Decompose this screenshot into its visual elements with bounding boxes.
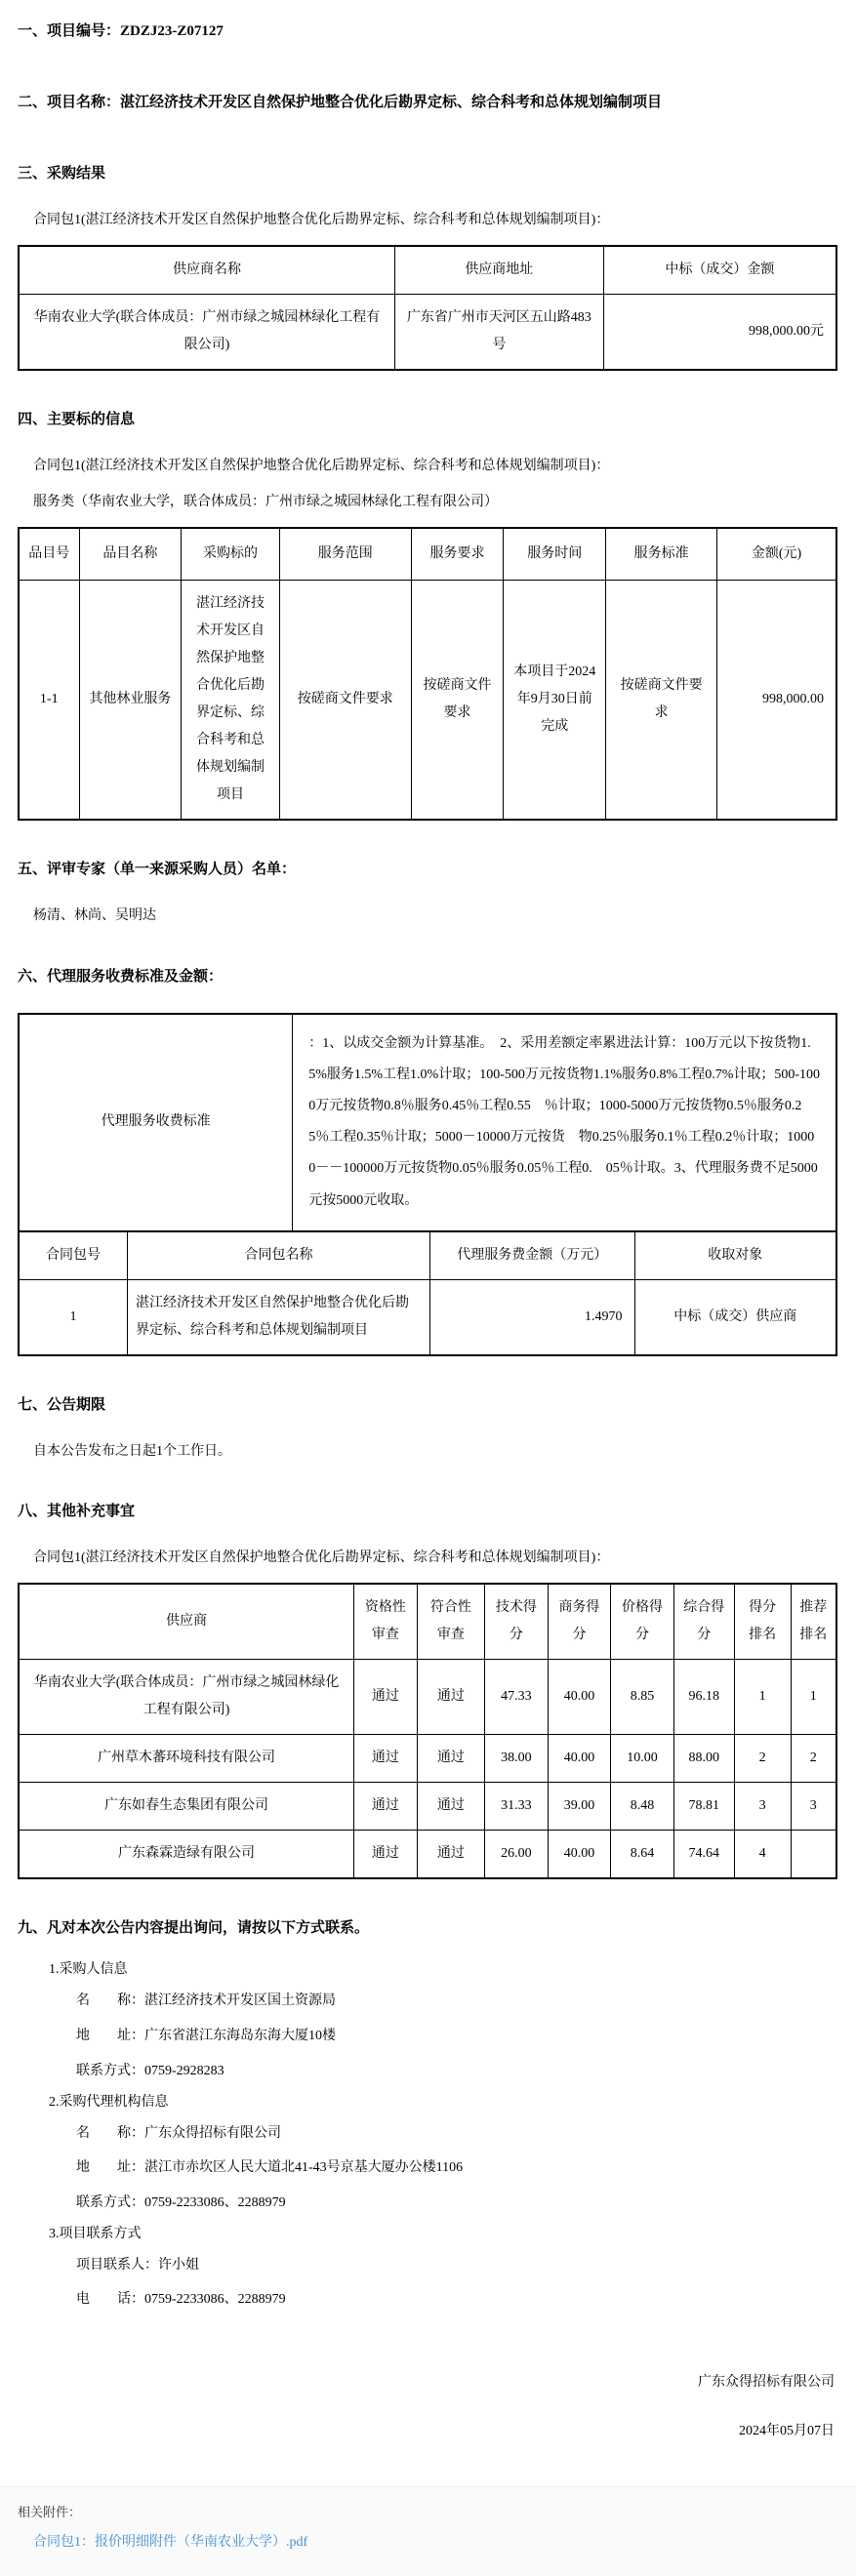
table-row <box>19 1660 836 1735</box>
expert-names: 杨清、林尚、吴明达 <box>33 908 156 924</box>
project-contact-person: 项目联系人：许小姐 <box>76 2257 199 2273</box>
cell-item-no: 1-1 <box>19 581 79 821</box>
announcement-period-text: 自本公告发布之日起1个工作日。 <box>33 1443 231 1459</box>
cell-procurement-target: 湛江经济技术开发区自然保护地整合优化后勘界定标、综合科考和总体规划编制项目 <box>182 581 280 821</box>
cell-score-rank: 2 <box>734 1735 791 1783</box>
header-item-no: 品目号 <box>19 528 79 581</box>
header-package-no: 合同包号 <box>19 1231 127 1280</box>
table-row <box>19 295 836 371</box>
purchaser-address: 地 址：广东省湛江东海岛东海大厦10楼 <box>76 2029 336 2044</box>
agency-fee-amount-table <box>18 1230 837 1356</box>
agency-fee-standard-table <box>18 1013 837 1232</box>
project-contact-phone: 电 话：0759-2233086、2288979 <box>76 2292 286 2308</box>
procurement-result-table <box>18 245 837 371</box>
section-4-package-intro: 合同包1(湛江经济技术开发区自然保护地整合优化后勘界定标、综合科考和总体规划编制项目)： <box>33 459 610 474</box>
header-technical-score: 技术得分 <box>485 1584 549 1660</box>
cell-score-rank: 4 <box>734 1831 791 1879</box>
cell-price: 8.64 <box>611 1831 674 1879</box>
agency-phone: 联系方式：0759-2233086、2288979 <box>76 2194 286 2210</box>
header-qualification-review: 资格性审查 <box>354 1584 418 1660</box>
cell-package-name: 湛江经济技术开发区自然保护地整合优化后勘界定标、综合科考和总体规划编制项目 <box>127 1279 429 1355</box>
cell-supplier: 广东如春生态集团有限公司 <box>19 1783 354 1831</box>
cell-price: 8.48 <box>611 1783 674 1831</box>
purchaser-phone: 联系方式：0759-2928283 <box>76 2063 224 2078</box>
cell-conformity: 通过 <box>417 1831 485 1879</box>
cell-technical: 47.33 <box>485 1660 549 1735</box>
cell-fee-payer: 中标（成交）供应商 <box>634 1279 836 1355</box>
cell-recommend-rank: 1 <box>791 1660 836 1735</box>
cell-supplier: 广州草木蕃环境科技有限公司 <box>19 1735 354 1783</box>
header-recommend-rank: 推荐排名 <box>791 1584 836 1660</box>
cell-recommend-rank: 2 <box>791 1735 836 1783</box>
section-7-heading: 七、公告期限 <box>18 1396 106 1413</box>
signature-block <box>18 2371 838 2439</box>
header-service-requirement: 服务要求 <box>411 528 504 581</box>
cell-price: 8.85 <box>611 1660 674 1735</box>
header-award-amount: 中标（成交）金额 <box>603 246 836 295</box>
header-service-scope: 服务范围 <box>279 528 411 581</box>
cell-fee-standard-text: ：1、以成交金额为计算基准。 2、采用差额定率累进法计算：100万元以下按货物1.5%服务1.5%工程1.0%计取；100-500万元按货物1.1%服务0.8%工程0.7%计取；500-1000万元按货物0.8％服务0.45％工程0.55 ％计取；1000-5000万元按货物0.5％服务0.25％工程0.35％计取；5000－10000万元按货 物0.25％服务0.1％工程0.2％计取；10000－－100000万元按货物0.05％服务0.05％工程0. 05％计取。3、代理服务费不足5000元按5000元收取。 <box>293 1014 836 1231</box>
cell-technical: 38.00 <box>485 1735 549 1783</box>
header-conformity-review: 符合性审查 <box>417 1584 485 1660</box>
section-2-project-name: 二、项目名称：湛江经济技术开发区自然保护地整合优化后勘界定标、综合科考和总体规划编制项目 <box>18 95 663 110</box>
cell-supplier: 广东森霖造绿有限公司 <box>19 1831 354 1879</box>
table-header-row <box>19 1231 836 1280</box>
attachments-label: 相关附件： <box>18 2504 82 2519</box>
cell-package-no: 1 <box>19 1279 127 1355</box>
section-4-heading: 四、主要标的信息 <box>18 412 136 428</box>
cell-total: 96.18 <box>673 1660 734 1735</box>
cell-qualification: 通过 <box>354 1660 418 1735</box>
cell-business: 40.00 <box>548 1660 611 1735</box>
cell-service-requirement: 按磋商文件要求 <box>411 581 504 821</box>
header-supplier-name: 供应商名称 <box>19 246 394 295</box>
cell-total: 88.00 <box>673 1735 734 1783</box>
agency-info-title: 2.采购代理机构信息 <box>49 2094 169 2110</box>
section-8-heading: 八、其他补充事宜 <box>18 1504 136 1520</box>
cell-service-standard: 按磋商文件要求 <box>606 581 717 821</box>
cell-conformity: 通过 <box>417 1783 485 1831</box>
table-header-row <box>19 528 836 581</box>
cell-supplier-address: 广东省广州市天河区五山路483号 <box>394 295 603 371</box>
project-contact-title: 3.项目联系方式 <box>49 2226 142 2241</box>
subject-info-table <box>18 527 837 821</box>
agency-name: 名 称：广东众得招标有限公司 <box>76 2125 281 2141</box>
cell-supplier-name: 华南农业大学(联合体成员：广州市绿之城园林绿化工程有限公司) <box>19 295 394 371</box>
cell-supplier: 华南农业大学(联合体成员：广州市绿之城园林绿化工程有限公司) <box>19 1660 354 1735</box>
header-service-standard: 服务标准 <box>606 528 717 581</box>
table-row <box>19 1279 836 1355</box>
cell-service-time: 本项目于2024年9月30日前完成 <box>504 581 606 821</box>
cell-fee-amount: 1.4970 <box>430 1279 635 1355</box>
cell-fee-standard-label: 代理服务收费标准 <box>19 1014 293 1231</box>
header-fee-amount: 代理服务费金额（万元） <box>430 1231 635 1280</box>
section-3-package-intro: 合同包1(湛江经济技术开发区自然保护地整合优化后勘界定标、综合科考和总体规划编制项目)： <box>33 213 610 227</box>
cell-recommend-rank <box>791 1831 836 1879</box>
signature-org: 广东众得招标有限公司 <box>698 2374 835 2390</box>
header-score-rank: 得分排名 <box>734 1584 791 1660</box>
cell-qualification: 通过 <box>354 1831 418 1879</box>
table-row <box>19 581 836 821</box>
section-4-service-type: 服务类（华南农业大学，联合体成员：广州市绿之城园林绿化工程有限公司） <box>33 494 498 509</box>
cell-technical: 31.33 <box>485 1783 549 1831</box>
cell-score-rank: 3 <box>734 1783 791 1831</box>
cell-award-amount: 998,000.00元 <box>603 295 836 371</box>
table-row <box>19 1014 836 1231</box>
project-contact-block <box>18 2221 838 2317</box>
header-item-name: 品目名称 <box>79 528 182 581</box>
section-6-heading: 六、代理服务收费标准及金额： <box>18 968 224 985</box>
cell-amount: 998,000.00 <box>717 581 836 821</box>
section-1-project-number: 一、项目编号：ZDZJ23-Z07127 <box>18 23 224 39</box>
cell-technical: 26.00 <box>485 1831 549 1879</box>
attachments-footer <box>0 2486 856 2576</box>
header-supplier: 供应商 <box>19 1584 354 1660</box>
header-package-name: 合同包名称 <box>127 1231 429 1280</box>
section-5-heading: 五、评审专家（单一来源采购人员）名单： <box>18 862 297 878</box>
header-supplier-address: 供应商地址 <box>394 246 603 295</box>
cell-conformity: 通过 <box>417 1660 485 1735</box>
header-procurement-target: 采购标的 <box>182 528 280 581</box>
table-row <box>19 1735 836 1783</box>
cell-recommend-rank: 3 <box>791 1783 836 1831</box>
cell-business: 40.00 <box>548 1831 611 1879</box>
agency-info-block <box>18 2089 838 2221</box>
header-fee-payer: 收取对象 <box>634 1231 836 1280</box>
supplier-score-table <box>18 1583 837 1879</box>
attachment-pdf-link[interactable]: 合同包1：报价明细附件（华南农业大学）.pdf <box>33 2534 308 2550</box>
cell-conformity: 通过 <box>417 1735 485 1783</box>
header-amount: 金额(元) <box>717 528 836 581</box>
table-row <box>19 1831 836 1879</box>
agency-address: 地 址：湛江市赤坎区人民大道北41-43号京基大厦办公楼1106 <box>76 2160 464 2176</box>
purchaser-info-block <box>18 1956 838 2088</box>
cell-score-rank: 1 <box>734 1660 791 1735</box>
header-service-time: 服务时间 <box>504 528 606 581</box>
header-business-score: 商务得分 <box>548 1584 611 1660</box>
table-header-row <box>19 1584 836 1660</box>
cell-business: 40.00 <box>548 1735 611 1783</box>
table-header-row <box>19 246 836 295</box>
section-3-heading: 三、采购结果 <box>18 166 106 181</box>
cell-qualification: 通过 <box>354 1783 418 1831</box>
cell-item-name: 其他林业服务 <box>79 581 182 821</box>
purchaser-name: 名 称：湛江经济技术开发区国土资源局 <box>76 1993 336 2009</box>
signature-date: 2024年05月07日 <box>739 2423 835 2438</box>
cell-qualification: 通过 <box>354 1735 418 1783</box>
cell-price: 10.00 <box>611 1735 674 1783</box>
table-row <box>19 1783 836 1831</box>
header-total-score: 综合得分 <box>673 1584 734 1660</box>
cell-service-scope: 按磋商文件要求 <box>279 581 411 821</box>
purchaser-info-title: 1.采购人信息 <box>49 1962 128 1978</box>
header-price-score: 价格得分 <box>611 1584 674 1660</box>
section-9-heading: 九、凡对本次公告内容提出询问，请按以下方式联系。 <box>18 1920 370 1937</box>
section-8-package-intro: 合同包1(湛江经济技术开发区自然保护地整合优化后勘界定标、综合科考和总体规划编制项目)： <box>33 1550 610 1566</box>
cell-total: 78.81 <box>673 1783 734 1831</box>
cell-total: 74.64 <box>673 1831 734 1879</box>
cell-business: 39.00 <box>548 1783 611 1831</box>
